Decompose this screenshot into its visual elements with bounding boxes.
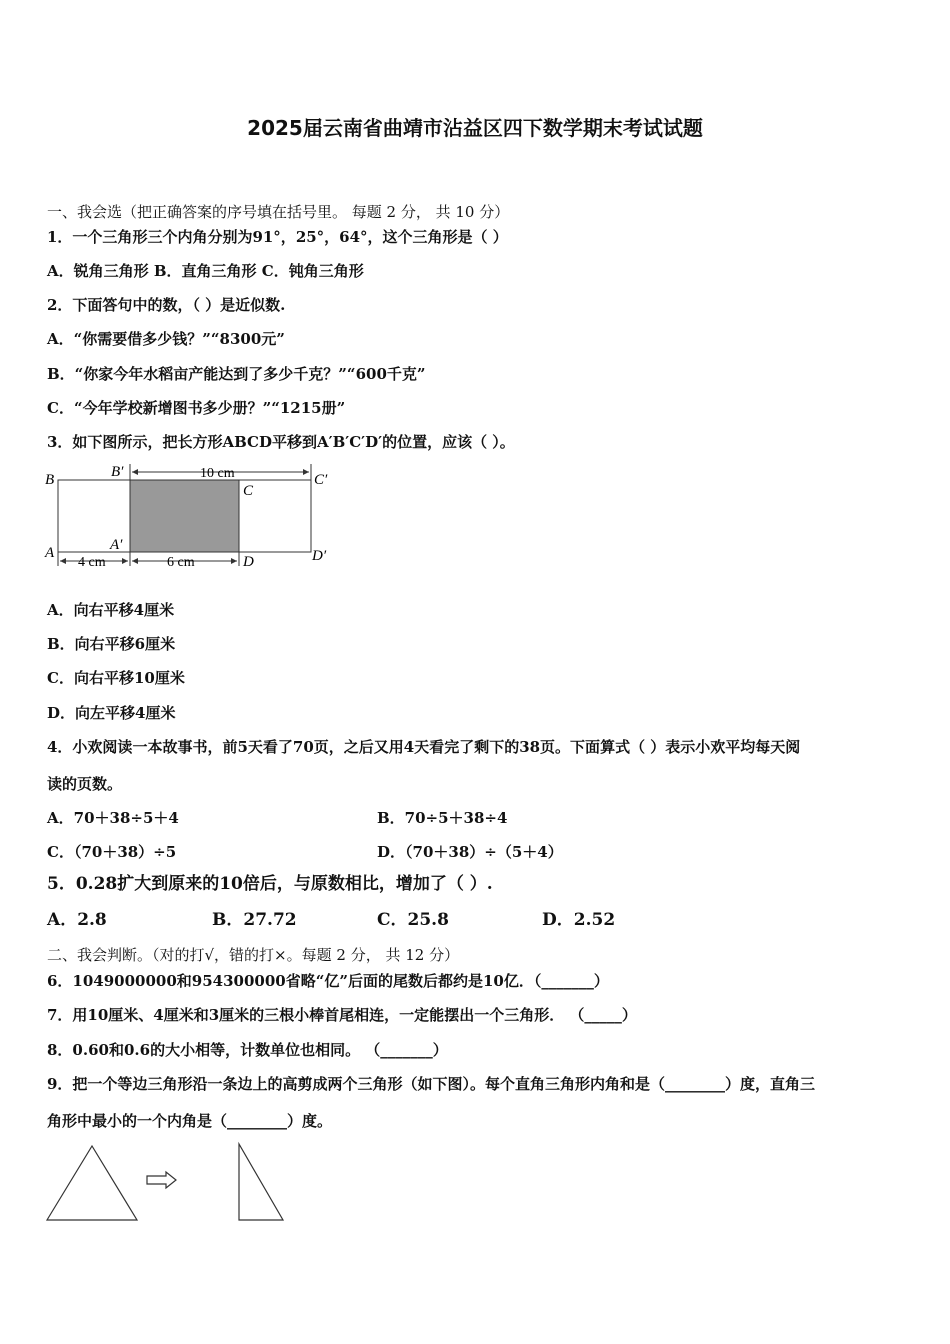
question-3-option-d: D．向左平移4厘米 (47, 704, 176, 722)
label-a-prime: A′ (110, 537, 123, 553)
label-b: B (45, 472, 55, 488)
question-3-option-a: A．向右平移4厘米 (47, 601, 175, 619)
question-9-line-1: 9．把一个等边三角形沿一条边上的高剪成两个三角形（如下图）。每个直角三角形内角和是（________）度，直角三 (47, 1075, 815, 1093)
label-10cm: 10 cm (200, 466, 235, 481)
question-3-option-b: B．向右平移6厘米 (47, 635, 176, 653)
question-2-option-b: B．“你家今年水稻亩产能达到了多少千克？”“600千克” (47, 365, 426, 383)
translation-figure (40, 460, 340, 575)
question-7: 7．用10厘米、4厘米和3厘米的三根小棒首尾相连，一定能摆出一个三角形． （_____） (47, 1006, 637, 1024)
question-2: 2．下面答句中的数，（ ）是近似数. (47, 296, 286, 314)
question-4-option-d: D．（70＋38）÷（5＋4） (377, 843, 563, 861)
page-title: 2025届云南省曲靖市沾益区四下数学期末考试试题 (247, 116, 703, 140)
question-4-option-b: B．70÷5＋38÷4 (377, 809, 508, 827)
section-2-heading: 二、我会判断。（对的打√，错的打×。每题 2 分， 共 12 分） (47, 946, 460, 964)
section-1-heading: 一、我会选（把正确答案的序号填在括号里。 每题 2 分， 共 10 分） (47, 203, 510, 221)
question-4-option-a: A．70＋38÷5＋4 (47, 809, 179, 827)
question-6: 6．1049000000和954300000省略“亿”后面的尾数后都约是10亿．（_______） (47, 972, 609, 990)
question-1-options: A．锐角三角形 B．直角三角形 C．钝角三角形 (47, 262, 364, 280)
label-d: D (243, 554, 254, 570)
question-3-option-c: C．向右平移10厘米 (47, 669, 185, 687)
label-b-prime: B′ (111, 464, 124, 480)
question-5-option-b: B．27.72 (212, 910, 297, 930)
equilateral-triangle (47, 1146, 137, 1220)
question-5-option-a: A．2.8 (47, 910, 107, 930)
right-triangle (239, 1144, 283, 1220)
question-9-line-2: 角形中最小的一个内角是（________）度。 (47, 1112, 333, 1130)
question-3: 3．如下图所示，把长方形ABCD平移到A′B′C′D′的位置，应该（ ）。 (47, 433, 515, 451)
label-c-prime: C′ (314, 472, 328, 488)
question-2-option-c: C．“今年学校新增图书多少册？”“1215册” (47, 399, 346, 417)
triangle-cut-figure (40, 1138, 300, 1228)
question-5-option-c: C．25.8 (377, 910, 449, 930)
question-5-option-d: D．2.52 (542, 910, 616, 930)
question-2-option-a: A．“你需要借多少钱？”“8300元” (47, 330, 285, 348)
label-a: A (45, 545, 55, 561)
question-5: 5．0.28扩大到原来的10倍后，与原数相比，增加了（ ）. (47, 874, 493, 894)
question-1: 1．一个三角形三个内角分别为91°，25°，64°，这个三角形是（ ） (47, 228, 508, 246)
label-6cm: 6 cm (167, 555, 195, 570)
question-4-line-2: 读的页数。 (47, 775, 123, 793)
question-8: 8．0.60和0.6的大小相等，计数单位也相同。 （_______） (47, 1041, 448, 1059)
label-c: C (243, 483, 254, 499)
label-d-prime: D′ (312, 548, 327, 564)
right-arrow-icon (147, 1172, 176, 1188)
label-4cm: 4 cm (78, 555, 106, 570)
question-4-line-1: 4．小欢阅读一本故事书，前5天看了70页，之后又用4天看完了剩下的38页。下面算式（ ）表示小欢平均每天阅 (47, 738, 801, 756)
rectangle-shaded (130, 480, 239, 552)
question-4-option-c: C．（70＋38）÷5 (47, 843, 177, 861)
